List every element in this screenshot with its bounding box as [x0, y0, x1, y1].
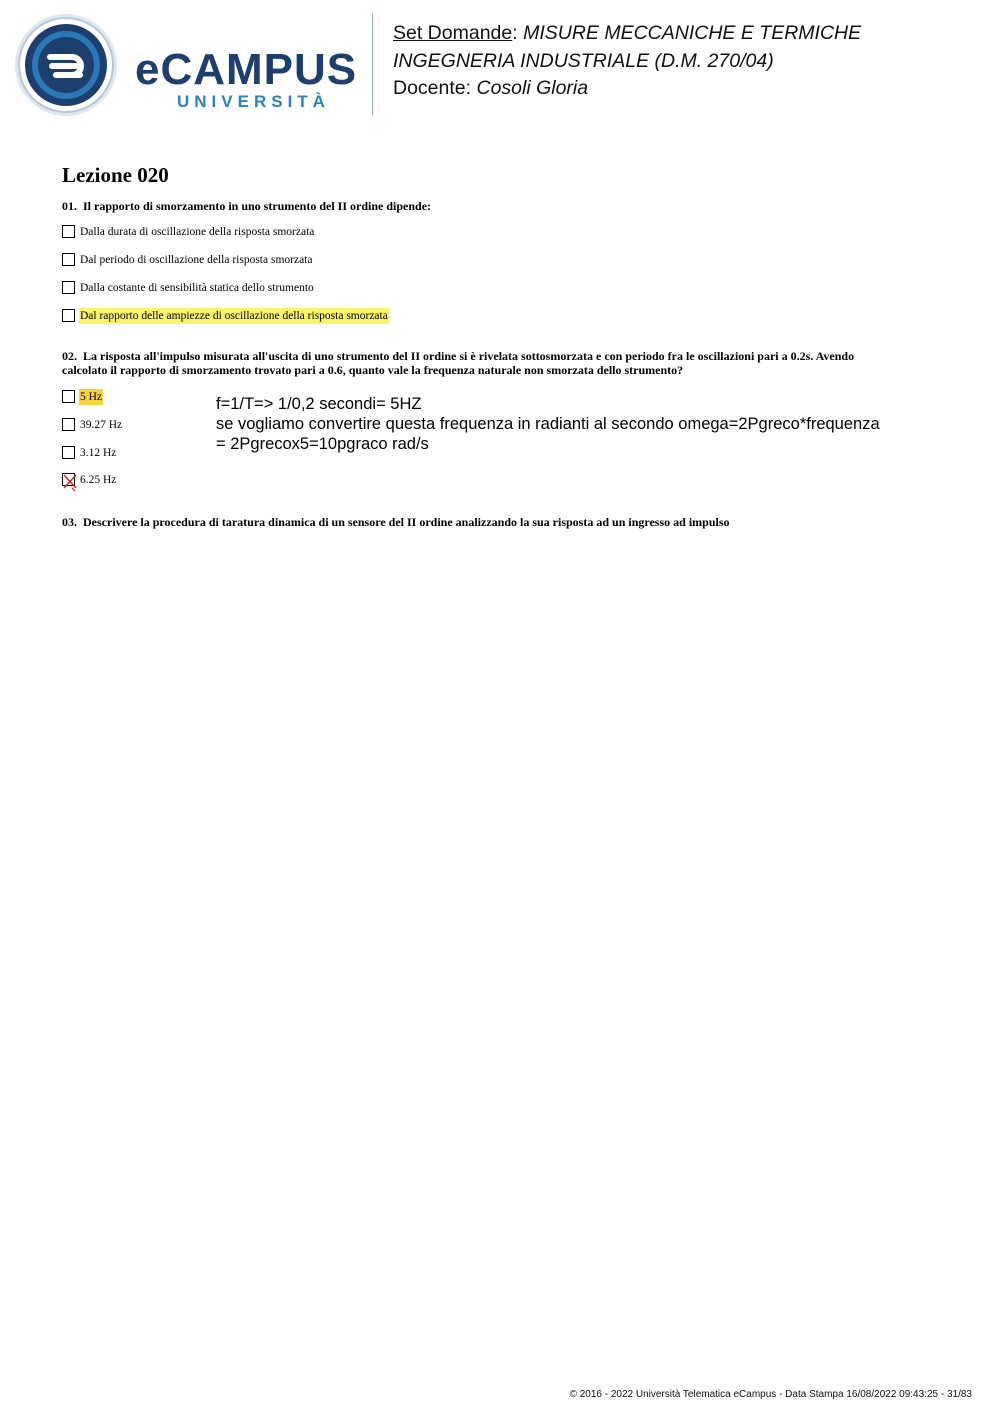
- note-line1: f=1/T=> 1/0,2 secondi= 5HZ: [216, 395, 422, 413]
- answer-checkbox[interactable]: [62, 390, 75, 403]
- answer-label: Dalla costante di sensibilità statica dello strumento: [80, 282, 314, 294]
- answer-checkbox[interactable]: [62, 225, 75, 238]
- answer-label: 5 Hz: [80, 391, 103, 403]
- ecampus-seal-icon: [14, 13, 118, 117]
- answer-checkbox-checked[interactable]: [62, 473, 75, 486]
- student-note: [216, 394, 880, 454]
- answer-checkbox[interactable]: [62, 281, 75, 294]
- teacher-line: [393, 75, 983, 103]
- answer-checkbox[interactable]: [62, 309, 75, 322]
- answer-label: Dalla durata di oscillazione della risposta smorzata: [80, 226, 315, 238]
- teacher-name: Cosoli Gloria: [476, 77, 589, 99]
- course-header: [393, 20, 983, 103]
- set-title-line1: MISURE MECCANICHE E TERMICHE: [523, 22, 862, 44]
- answer-checkbox[interactable]: [62, 446, 75, 459]
- question-01: [62, 199, 431, 213]
- question-02: [62, 349, 942, 377]
- header-divider: [372, 13, 373, 115]
- set-colon: :: [512, 22, 524, 44]
- question-text-line1: 02. La risposta all'impulso misurata all'uscita di uno strumento del II ordine si è rivelata sottosmorzata e con periodo fra le oscillazioni pari a 0.2s. Avendo: [62, 349, 855, 363]
- set-label: Set Domande: [393, 22, 513, 44]
- question-number: 02.: [62, 349, 77, 363]
- question-number: 01.: [62, 199, 77, 213]
- question-03: [62, 515, 730, 529]
- brand-name: eCAMPUS: [135, 45, 358, 94]
- answer-label: 3.12 Hz: [80, 447, 117, 459]
- brand-subtitle: UNIVERSITÀ: [177, 92, 330, 111]
- answer-label: 6.25 Hz: [80, 474, 117, 486]
- answer-label: 39.27 Hz: [80, 419, 123, 431]
- note-line3: = 2Pgrecox5=10pgraco rad/s: [216, 435, 429, 453]
- question-text-line2: calcolato il rapporto di smorzamento trovato pari a 0.6, quanto vale la frequenza naturale non smorzata dello strumento?: [62, 363, 684, 377]
- ecampus-logo: [14, 13, 359, 117]
- set-title-line2: INGEGNERIA INDUSTRIALE (D.M. 270/04): [393, 49, 774, 72]
- x-mark-icon: [62, 473, 79, 492]
- lesson-title: Lezione 020: [62, 163, 169, 187]
- question-number: 03.: [62, 515, 77, 529]
- answer-label: Dal periodo di oscillazione della risposta smorzata: [80, 254, 313, 266]
- note-line2: se vogliamo convertire questa frequenza in radianti al secondo omega=2Pgreco*frequenza: [216, 415, 880, 433]
- answer-checkbox[interactable]: [62, 418, 75, 431]
- set-line: [393, 20, 983, 48]
- answer-label: Dal rapporto delle ampiezze di oscillazione della risposta smorzata: [80, 310, 388, 322]
- page-footer: © 2016 - 2022 Università Telematica eCampus - Data Stampa 16/08/2022 09:43:25 - 31/83: [569, 1389, 972, 1400]
- teacher-label: Docente:: [393, 77, 472, 99]
- question-text: Il rapporto di smorzamento in uno strumento del II ordine dipende:: [83, 199, 432, 213]
- question-text: Descrivere la procedura di taratura dinamica di un sensore del II ordine analizzando la sua risposta ad un ingresso ad impulso: [83, 515, 730, 529]
- answer-checkbox[interactable]: [62, 253, 75, 266]
